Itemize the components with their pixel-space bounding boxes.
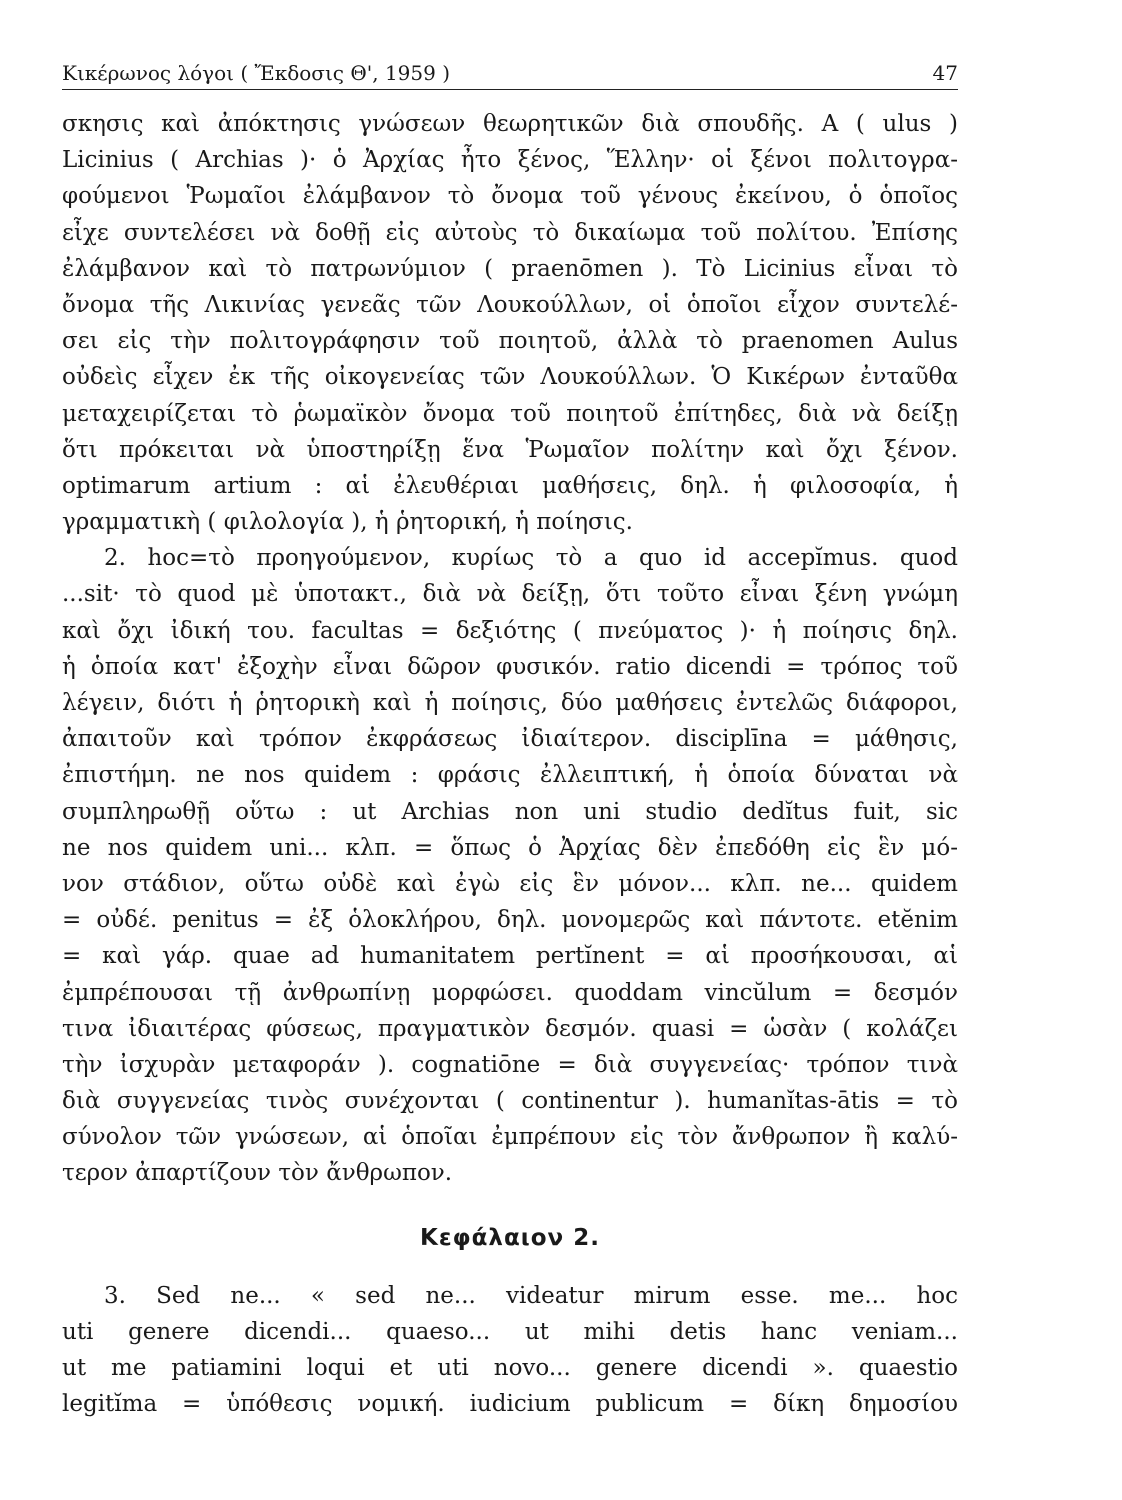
text-line: τινα ἰδιαιτέρας φύσεως, πραγματικὸν δεσμόν. quasi = ὡσὰν ( κολάζει — [62, 1015, 958, 1042]
paragraph-2 — [62, 540, 958, 1191]
text-line: ἐπιστήμη. ne nos quidem : φράσις ἐλλειπτική, ἡ ὁποία δύναται νὰ — [62, 762, 958, 789]
text-line: uti genere dicendi... quaeso... ut mihi detis hanc veniam... — [62, 1318, 958, 1345]
text-line: οὐδεὶς εἶχεν ἐκ τῆς οἰκογενείας τῶν Λουκούλλων. Ὁ Κικέρων ἐνταῦθα — [62, 364, 958, 391]
text-line: ἐλάμβανον καὶ τὸ πατρωνύμιον ( praenōmen ). Τὸ Licinius εἶναι τὸ — [62, 255, 958, 282]
text-line: 3. Sed ne... « sed ne... videatur mirum esse. me... hoc — [104, 1282, 958, 1309]
page-number: 47 — [932, 61, 958, 85]
text-line: = καὶ γάρ. quae ad humanitatem pertĭnent = αἱ προσήκουσαι, αἱ — [62, 943, 958, 970]
text-line: τὴν ἰσχυρὰν μεταφοράν ). cognatiōne = διὰ συγγενείας· τρόπον τινὰ — [62, 1051, 958, 1078]
text-line: λέγειν, διότι ἡ ῥητορικὴ καὶ ἡ ποίησις, δύο μαθήσεις ἐντελῶς διάφοροι, — [62, 690, 958, 716]
page — [62, 55, 958, 1422]
paragraph-3 — [62, 1278, 958, 1423]
text-line: φούμενοι Ῥωμαῖοι ἐλάμβανον τὸ ὄνομα τοῦ γένους ἐκείνου, ὁ ὁποῖος — [62, 183, 958, 210]
text-line: legitĭma = ὑπόθεσις νομική. iudicium publicum = δίκη δημοσίου — [62, 1391, 958, 1418]
running-header — [62, 55, 958, 90]
text-line: ἡ ὁποία κατ' ἐξοχὴν εἶναι δῶρον φυσικόν. ratio dicendi = τρόπος τοῦ — [62, 653, 958, 680]
chapter-heading: Κεφάλαιον 2. — [420, 1224, 600, 1251]
text-line: ut me patiamini loqui et uti novo... genere dicendi ». quaestio — [62, 1355, 958, 1381]
text-line: σει εἰς τὴν πολιτογράφησιν τοῦ ποιητοῦ, ἀλλὰ τὸ praenomen Aulus — [62, 328, 958, 355]
text-line: μεταχειρίζεται τὸ ῥωμαϊκὸν ὄνομα τοῦ ποιητοῦ ἐπίτηδες, διὰ νὰ δείξῃ — [62, 400, 958, 427]
text-line: τερον ἀπαρτίζουν τὸν ἄνθρωπον. — [62, 1160, 453, 1187]
text-line: ὅτι πρόκειται νὰ ὑποστηρίξῃ ἕνα Ῥωμαῖον πολίτην καὶ ὄχι ξένον. — [62, 436, 958, 463]
text-line: συμπληρωθῇ οὕτω : ut Archias non uni studio dedĭtus fuit, sic — [62, 798, 958, 825]
text-line: optimarum artium : αἱ ἐλευθέριαι μαθήσεις, δηλ. ἡ φιλοσοφία, ἡ — [62, 472, 958, 499]
text-line: Licinius ( Archias )· ὁ Ἀρχίας ἦτο ξένος, Ἕλλην· οἱ ξένοι πολιτογρα- — [62, 147, 958, 174]
text-line: ὄνομα τῆς Λικινίας γενεᾶς τῶν Λουκούλλων, οἱ ὁποῖοι εἶχον συντελέ- — [62, 291, 958, 318]
text-line: ne nos quidem uni... κλπ. = ὅπως ὁ Ἀρχίας δὲν ἐπεδόθη εἰς ἓν μό- — [62, 834, 958, 861]
text-line: σκησις καὶ ἀπόκτησις γνώσεων θεωρητικῶν διὰ σπουδῆς. A ( ulus ) — [62, 111, 958, 137]
text-line: = οὐδέ. penitus = ἐξ ὁλοκλήρου, δηλ. μονομερῶς καὶ πάντοτε. etĕnim — [62, 907, 958, 934]
text-line: σύνολον τῶν γνώσεων, αἱ ὁποῖαι ἐμπρέπουν εἰς τὸν ἄνθρωπον ἢ καλύ- — [62, 1124, 958, 1151]
paragraph-1 — [62, 106, 958, 540]
commentary-text — [62, 106, 958, 1422]
text-line: εἶχε συντελέσει νὰ δοθῇ εἰς αὐτοὺς τὸ δικαίωμα τοῦ πολίτου. Ἐπίσης — [62, 219, 958, 246]
text-line: ...sit· τὸ quod μὲ ὑποτακτ., διὰ νὰ δείξῃ, ὅτι τοῦτο εἶναι ξένη γνώμη — [62, 581, 958, 608]
running-title: Κικέρωνος λόγοι ( Ἔκδοσις Θ', 1959 ) — [62, 61, 451, 85]
text-line: νον στάδιον, οὕτω οὐδὲ καὶ ἐγὼ εἰς ἓν μόνον... κλπ. ne... quidem — [62, 870, 958, 897]
text-line: γραμματικὴ ( φιλολογία ), ἡ ῥητορική, ἡ ποίησις. — [62, 509, 633, 536]
text-line: ἀπαιτοῦν καὶ τρόπον ἐκφράσεως ἰδιαίτερον. disciplīna = μάθησις, — [62, 726, 958, 753]
text-line: ἐμπρέπουσαι τῇ ἀνθρωπίνῃ μορφώσει. quoddam vincŭlum = δεσμόν — [62, 979, 958, 1006]
text-line: καὶ ὄχι ἰδική του. facultas = δεξιότης ( πνεύματος )· ἡ ποίησις δηλ. — [62, 617, 958, 644]
text-line: διὰ συγγενείας τινὸς συνέχονται ( continentur ). humanĭtas-ātis = τὸ — [62, 1088, 958, 1115]
text-line: 2. hoc=τὸ προηγούμενον, κυρίως τὸ a quo id accepĭmus. quod — [104, 545, 958, 572]
